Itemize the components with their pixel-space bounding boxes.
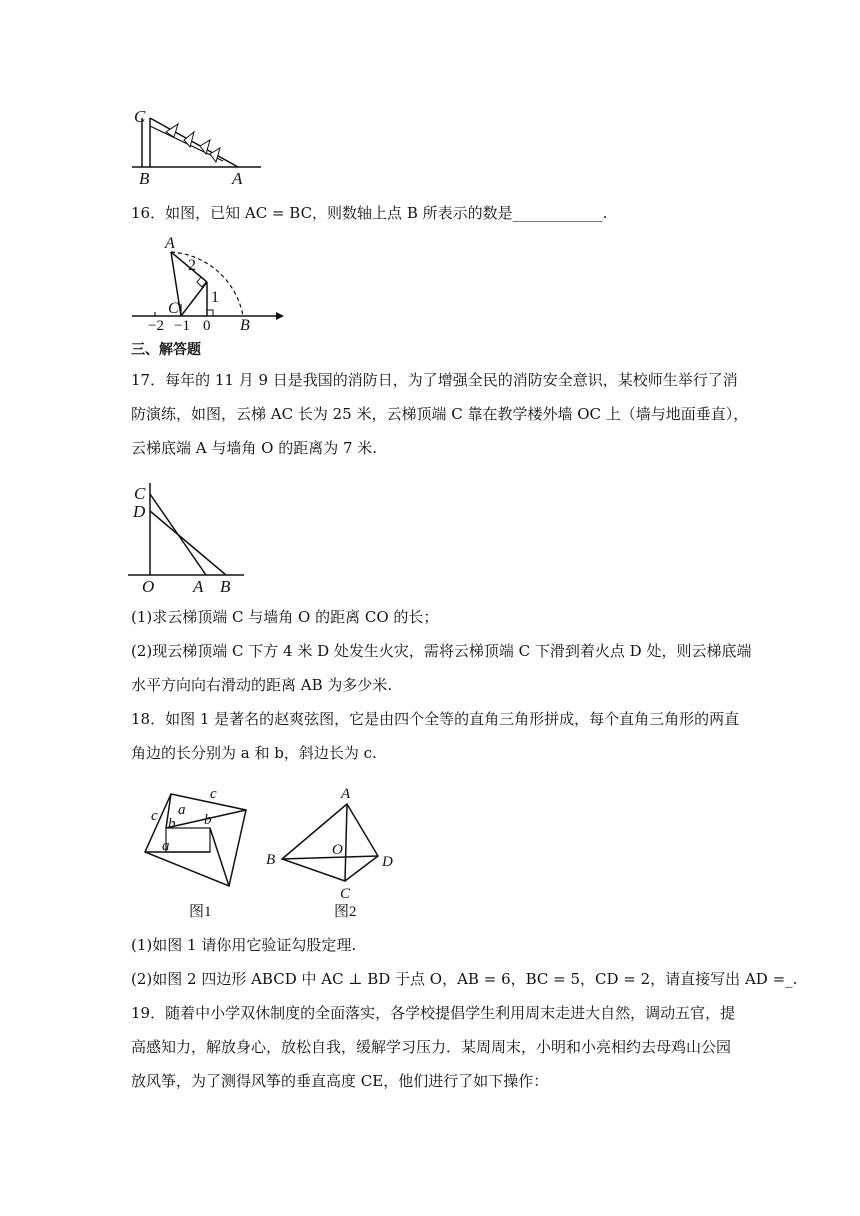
question-19-line: 高感知力，解放身心，放松自我，缓解学习压力．某周周末，小明和小亮相约去母鸡山公园 (131, 1038, 732, 1056)
question-17-line: 防演练，如图，云梯 AC 长为 25 米，云梯顶端 C 靠在教学楼外墙 OC 上（墙与地面垂直）， (131, 405, 749, 423)
svg-text:1: 1 (211, 289, 219, 306)
question-18-part-2: (2)如图 2 四边形 ABCD 中 AC ⊥ BD 于点 O，AB = 6，BC = 5，CD = 2，请直接写出 AD =_. (131, 970, 798, 988)
question-17-line: 云梯底端 A 与墙角 O 的距离为 7 米. (131, 439, 378, 457)
figure-1-caption: 图1 (189, 904, 212, 920)
question-16: 16．如图，已知 AC = BC，则数轴上点 B 所表示的数是____________. (131, 204, 608, 222)
svg-text:B: B (220, 577, 231, 596)
figure-2-caption: 图2 (334, 904, 357, 920)
question-17-part-1: (1)求云梯顶端 C 与墙角 O 的距离 CO 的长； (131, 608, 439, 626)
figure-q16-number-line (128, 232, 288, 332)
svg-text:C: C (340, 886, 351, 902)
figure-q17-ladder (128, 479, 258, 594)
section-heading: 三、解答题 (131, 342, 201, 358)
question-18-line: 18．如图 1 是著名的赵爽弦图，它是由四个全等的直角三角形拼成，每个直角三角形的两直 (131, 710, 740, 728)
point-label-b: B (139, 169, 150, 188)
question-19-line: 放风筝，为了测得风筝的垂直高度 CE，他们进行了如下操作： (131, 1072, 549, 1090)
point-label-c: C (134, 107, 146, 126)
question-18-line: 角边的长分别为 a 和 b，斜边长为 c. (131, 744, 377, 762)
figure-ladder-top (128, 104, 268, 188)
figure-q18-zhao-shuang (136, 776, 426, 926)
point-label-a: A (232, 169, 243, 188)
svg-text:a: a (162, 838, 170, 854)
svg-text:c: c (151, 808, 158, 824)
svg-text:C: C (134, 484, 146, 503)
svg-text:c: c (210, 786, 217, 802)
svg-text:0: 0 (203, 318, 211, 334)
svg-text:2: 2 (188, 257, 196, 274)
svg-text:A: A (193, 577, 204, 596)
svg-text:B: B (240, 317, 250, 334)
svg-text:−1: −1 (174, 318, 190, 334)
svg-text:A: A (165, 235, 175, 252)
svg-text:b: b (204, 812, 212, 828)
svg-text:a: a (178, 802, 186, 818)
question-17-part-2: (2)现云梯顶端 C 下方 4 米 D 处发生火灾，需将云梯顶端 C 下滑到着火点 D 处，则云梯底端 (131, 642, 752, 660)
svg-text:D: D (133, 502, 146, 521)
svg-text:D: D (382, 854, 393, 870)
svg-text:b: b (168, 816, 176, 832)
question-19-line: 19．随着中小学双休制度的全面落实，各学校提倡学生利用周末走进大自然，调动五官，提 (131, 1004, 736, 1022)
question-17-line: 17．每年的 11 月 9 日是我国的消防日，为了增强全民的消防安全意识，某校师生举行了消 (131, 371, 738, 389)
svg-text:B: B (266, 852, 276, 868)
svg-text:O: O (142, 577, 155, 596)
question-17-part-2: 水平方向向右滑动的距离 AB 为多少米. (131, 676, 393, 694)
svg-text:A: A (341, 786, 351, 802)
question-18-part-1: (1)如图 1 请你用它验证勾股定理. (131, 936, 357, 954)
svg-text:O: O (332, 842, 343, 858)
svg-text:−2: −2 (148, 318, 164, 334)
svg-text:C: C (168, 300, 179, 317)
